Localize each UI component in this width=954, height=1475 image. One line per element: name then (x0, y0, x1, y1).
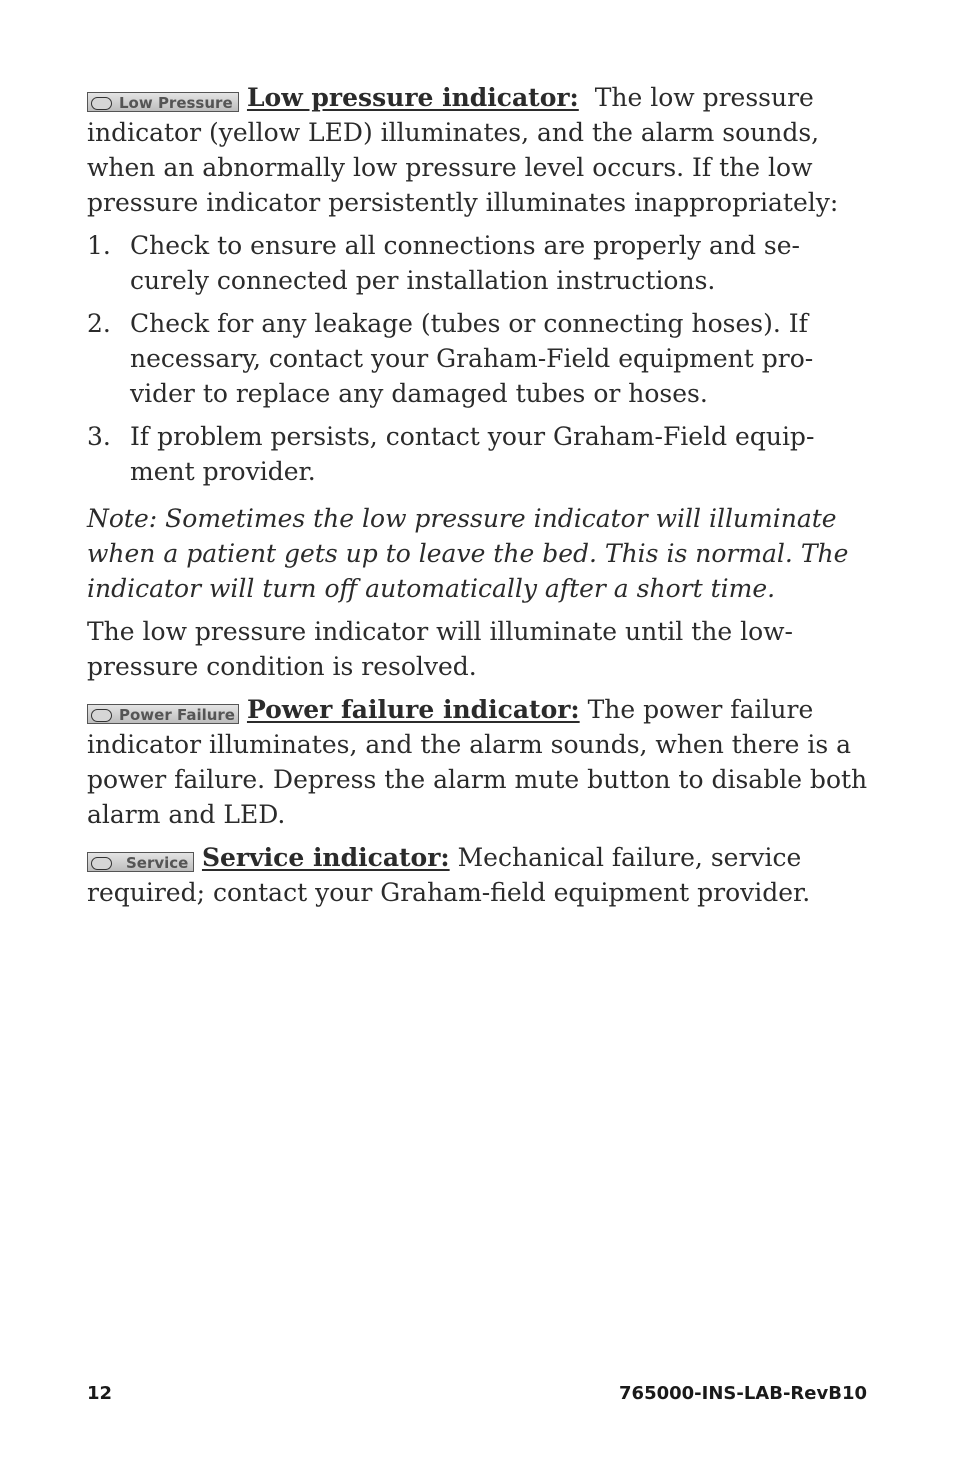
led-indicator-icon (91, 857, 112, 870)
low-pressure-badge (87, 92, 239, 112)
led-indicator-icon (91, 97, 112, 110)
service-heading: Service indicator: (201, 843, 450, 872)
manual-page (87, 80, 876, 918)
step-text: Check to ensure all connections are properly and se-curely connected per installation instructions. (130, 231, 800, 295)
power-failure-paragraph (87, 692, 876, 832)
power-failure-text: The power failure indicator illuminates, and the alarm sounds, when there is a power failure. Depress the alarm mute button to disable both alarm and LED. (87, 695, 876, 829)
step-number: 2. (87, 309, 111, 338)
step-text: If problem persists, contact your Graham-Field equip-ment provider. (130, 422, 815, 486)
step-text: Check for any leakage (tubes or connecting hoses). If necessary, contact your Graham-Field equipment pro-vider to replace any damaged tubes or hoses. (130, 309, 814, 408)
power-failure-heading: Power failure indicator: (246, 695, 580, 724)
note-paragraph: Note: Sometimes the low pressure indicator will illuminate when a patient gets up to leave the bed. This is normal. The indicator will turn off automatically after a short time. (87, 504, 849, 603)
service-paragraph (87, 840, 872, 910)
low-pressure-text: The low pressure indicator (yellow LED) illuminates, and the alarm sounds, when an abnormally low pressure level occurs. If the low pressure indicator persistently illuminates inappropriately: (87, 83, 839, 217)
step-number: 3. (87, 422, 111, 451)
list-item (87, 419, 872, 489)
low-pressure-paragraph (87, 80, 872, 220)
low-pressure-badge-label: Low Pressure (119, 94, 233, 112)
low-pressure-resolve-paragraph: The low pressure indicator will illuminate until the low-pressure condition is resolved. (87, 617, 793, 681)
service-text: Mechanical failure, service required; contact your Graham-field equipment provider. (87, 843, 811, 907)
power-failure-badge (87, 704, 239, 724)
list-item (87, 228, 872, 298)
power-failure-badge-label: Power Failure (119, 706, 235, 724)
step-number: 1. (87, 231, 111, 260)
list-item (87, 306, 872, 411)
led-indicator-icon (91, 709, 112, 722)
document-code: 765000-INS-LAB-RevB10 (619, 1383, 867, 1404)
low-pressure-heading: Low pressure indicator: (246, 83, 579, 112)
troubleshooting-steps (87, 228, 872, 489)
service-badge-label: Service (126, 854, 189, 872)
page-number: 12 (87, 1383, 113, 1404)
service-badge (87, 852, 194, 872)
